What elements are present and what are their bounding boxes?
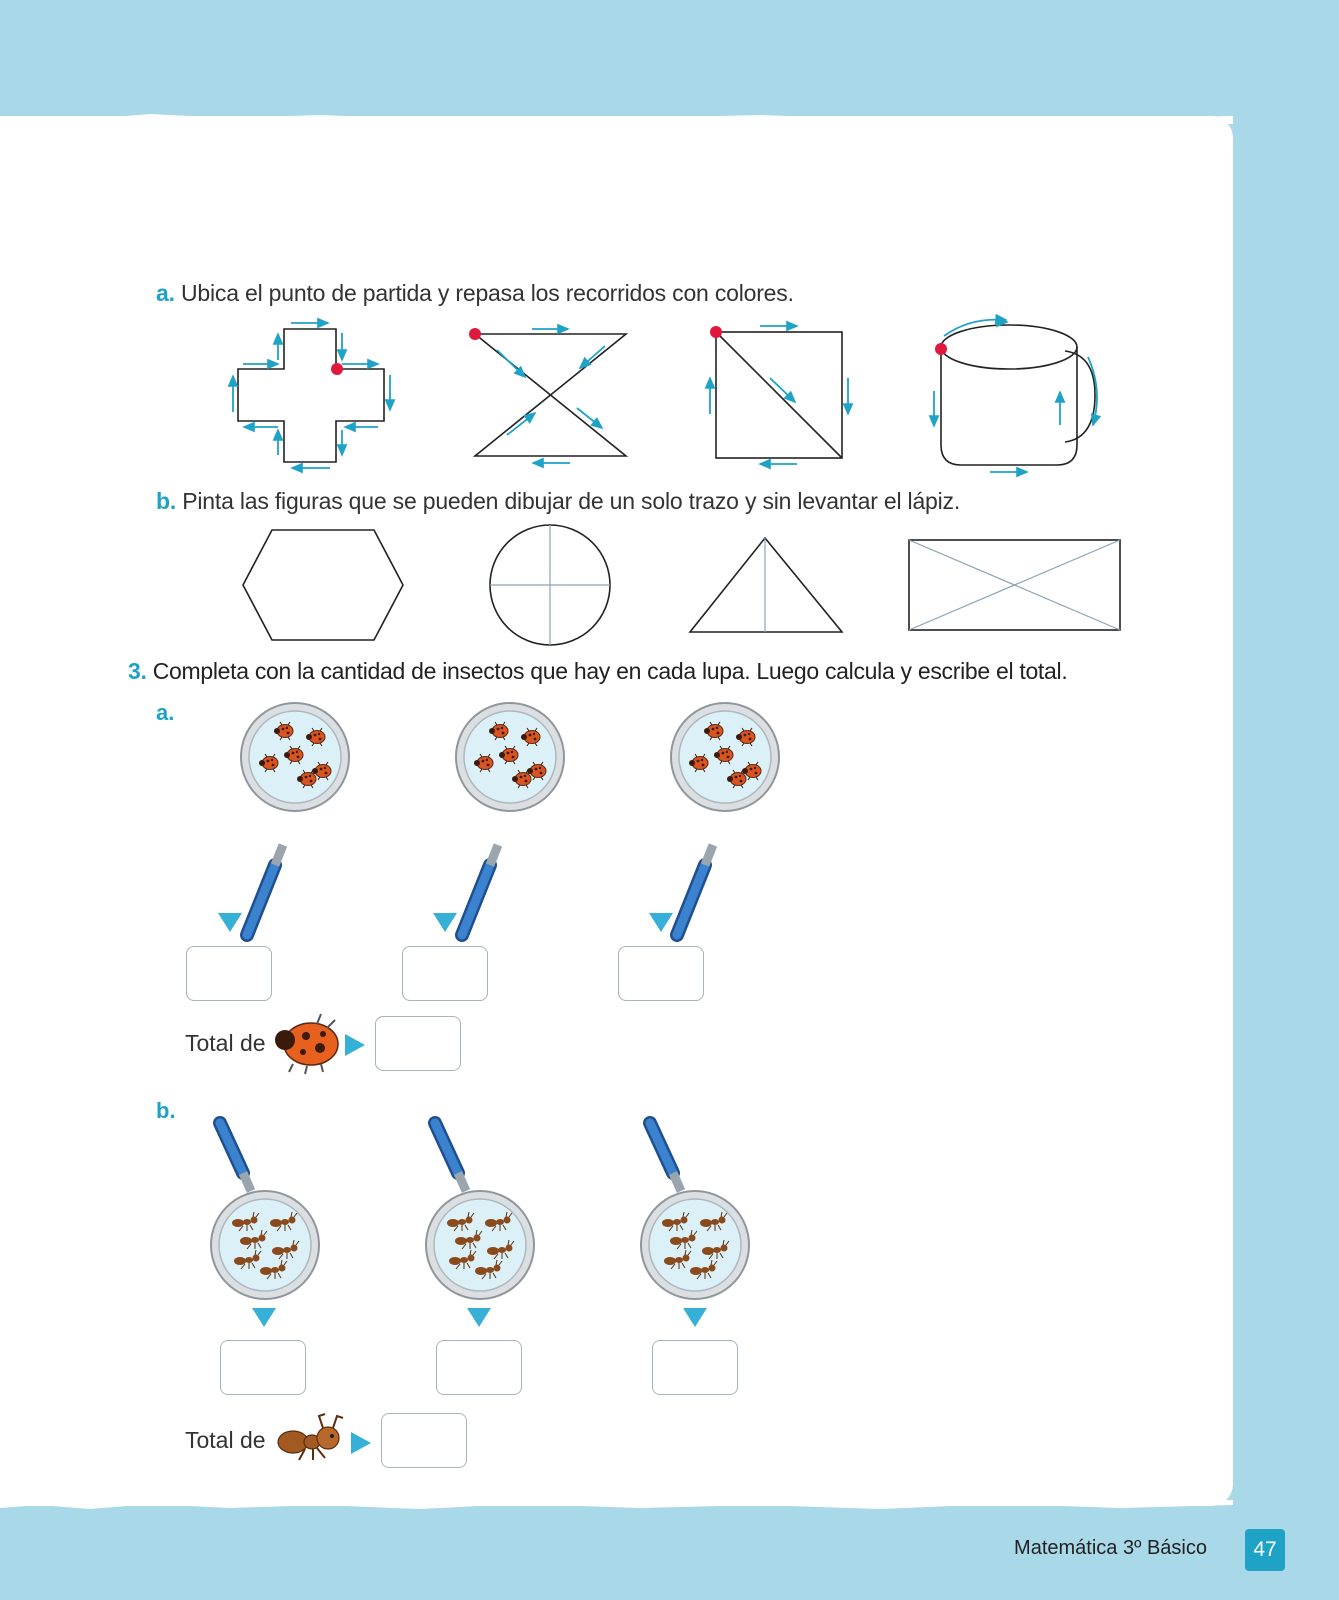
down-arrow-3b-3 (683, 1308, 707, 1327)
down-arrow-3b-2 (467, 1308, 491, 1327)
total-label-3a: Total de (185, 1030, 266, 1056)
label-3b: b. (156, 1098, 176, 1123)
answer-box-3b-2[interactable] (436, 1340, 522, 1395)
answer-box-3b-1[interactable] (220, 1340, 306, 1395)
magnifier-3b-2 (426, 1123, 534, 1299)
label-a: a. (156, 280, 175, 306)
page-number: 47 (1245, 1529, 1285, 1571)
right-arrow-3b (351, 1432, 373, 1454)
label-b: b. (156, 488, 177, 514)
down-arrow-3b-1 (252, 1308, 276, 1327)
instruction-b-text: Pinta las figuras que se pueden dibujar de un solo trazo y sin levantar el lápiz. (182, 488, 961, 514)
footer-subject: Matemática 3º Básico (1014, 1537, 1207, 1559)
total-box-3b[interactable] (381, 1413, 467, 1468)
question-3-text: Completa con la cantidad de insectos que hay en cada lupa. Luego calcula y escribe el total. (152, 658, 1068, 684)
ant-icon (275, 1412, 347, 1462)
label-3a: a. (156, 700, 175, 725)
instruction-a-text: Ubica el punto de partida y repasa los recorridos con colores. (181, 280, 794, 306)
question-3-number: 3. (128, 658, 147, 684)
answer-box-3b-3[interactable] (652, 1340, 738, 1395)
magnifier-3b-3 (641, 1123, 749, 1299)
total-label-3b: Total de (185, 1427, 266, 1453)
torn-edge-bottom (0, 1500, 1233, 1514)
magnifier-3b-1 (211, 1123, 319, 1299)
